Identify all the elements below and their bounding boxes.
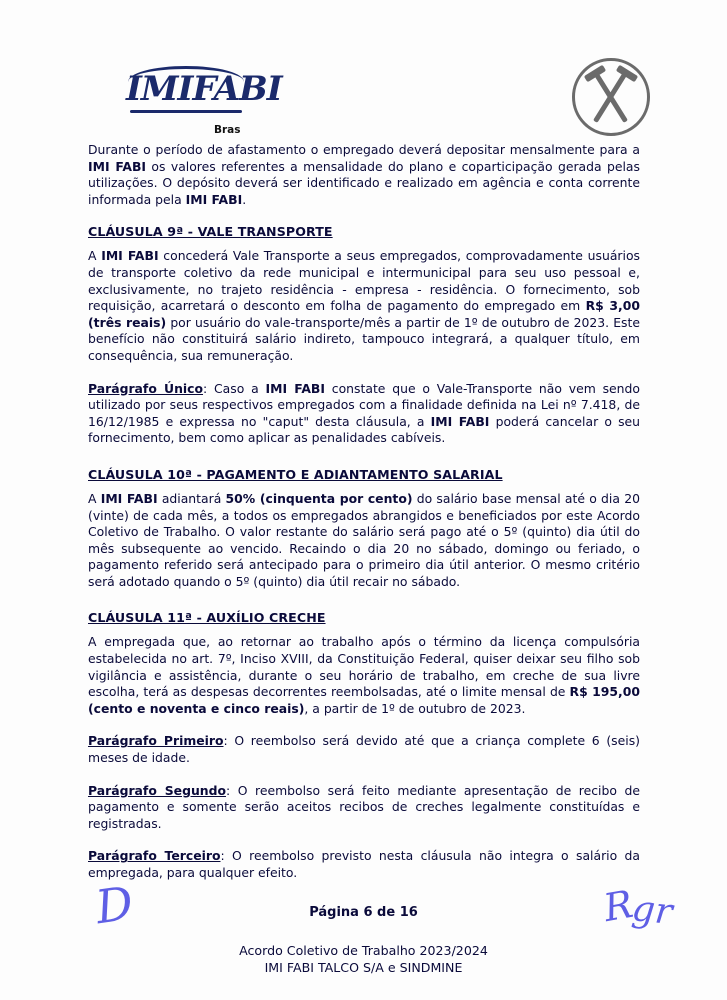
c11-p4-text: : O reembolso previsto nesta cláusula não integra o salário da empregada, para qualquer efeito. [88, 848, 640, 880]
c9-p2-text-2: constate que o Vale-Transporte não vem sendo utilizado por seus respectivos empregados com a finalidade definida na Lei nº 7.418, de 16/12/1985 e expressa no "caput" desta cláusula, a [88, 380, 640, 429]
c11-p3-label: Parágrafo Segundo [88, 782, 226, 798]
c11-p3-text: : O reembolso será feito mediante apresentação de recibo de pagamento e somente serão aceitos recibos de creches legalmente constituídas e registradas. [88, 782, 640, 831]
clause-11-heading: CLÁUSULA 11ª - AUXÍLIO CRECHE [88, 610, 326, 626]
clause-11-paragrafo-segundo [88, 783, 640, 833]
intro-text-2: os valores referentes a mensalidade do plano e coparticipação gerada pelas utilizações. O depósito deverá ser identificado e realizado em agência e conta corrente informada pela [88, 158, 640, 207]
c10-p1-bold-2: 50% (cinquenta por cento) [225, 490, 413, 506]
clause-11-paragraph-1 [88, 634, 640, 717]
signature-right-second: gr [629, 888, 675, 933]
signature-right-first: R [600, 881, 637, 931]
c11-p1-text-2: , a partir de 1º de outubro de 2023. [304, 700, 526, 716]
clause-9-heading: CLÁUSULA 9ª - VALE TRANSPORTE [88, 224, 333, 240]
imi-fabi-logo [126, 69, 282, 136]
c9-p2-bold-2: IMI FABI [430, 413, 490, 429]
c9-p1-bold-1: IMI FABI [101, 248, 159, 264]
footer [0, 942, 727, 976]
document-body [88, 142, 640, 893]
c9-p1-bold-2: R$ 3,00 (três reais) [88, 298, 640, 330]
c10-p1-bold-1: IMI FABI [100, 490, 158, 506]
c11-p1-bold-1: R$ 195,00 (cento e noventa e cinco reais) [88, 684, 640, 716]
c9-p2-text-1: : Caso a [203, 380, 266, 396]
clause-10-heading: CLÁUSULA 10ª - PAGAMENTO E ADIANTAMENTO SALARIAL [88, 466, 503, 482]
c10-p1-text-2: adiantará [157, 490, 226, 506]
clause-11-paragrafo-terceiro [88, 848, 640, 881]
c11-p1-text-1: A empregada que, ao retornar ao trabalho após o término da licença compulsória estabelecida no art. 7º, Inciso XVIII, da Constituição Federal, quiser deixar seu filho sob vigilância e assistência, durante o seu horário de trabalho, em creche de sua livre escolha, terá as despesas decorrentes reembolsadas, até o limite mensal de [88, 634, 640, 700]
hammer-and-pick-icon [572, 58, 650, 136]
c9-p1-text-2: concederá Vale Transporte a seus empregados, comprovadamente usuários de transporte coletivo da rede municipal e intermunicipal para seu uso pessoal e, exclusivamente, no trajeto residência - empresa - residência. O fornecimento, sob requisição, acarretará o desconto em folha de pagamento do empregado em [88, 248, 640, 314]
c11-p2-label: Parágrafo Primeiro [88, 733, 224, 749]
clause-10-paragraph-1 [88, 491, 640, 591]
signature-left: D [92, 875, 137, 935]
logo-underline [130, 110, 242, 113]
c9-p2-text-3: poderá cancelar o seu fornecimento, bem como aplicar as penalidades cabíveis. [88, 413, 641, 446]
logo-wordmark: IMIFABI [126, 69, 282, 109]
c11-p2-text: : O reembolso será devido até que a criança complete 6 (seis) meses de idade. [88, 733, 640, 766]
clause-9-paragrafo-unico [88, 381, 640, 447]
c9-p2-bold-1: IMI FABI [265, 380, 325, 396]
footer-line-1: Acordo Coletivo de Trabalho 2023/2024 [239, 943, 488, 958]
logo-subtext: Bras [214, 124, 241, 136]
intro-bold-1: IMI FABI [88, 158, 147, 174]
footer-line-2: IMI FABI TALCO S/A e SINDMINE [264, 960, 463, 975]
c10-p1-text-3: do salário base mensal até o dia 20 (vinte) de cada mês, a todos os empregados abrangidos e beneficiados por este Acordo Coletivo de Trabalho. O valor restante do salário será pago até o 5º (quinto) dia útil do mês subsequente ao vencido. Recaindo o dia 20 no sábado, domingo ou feriado, o pagamento referido será antecipado para o primeiro dia útil anterior. O mesmo critério será adotado quando o 5º (quinto) dia útil recair no sábado. [88, 490, 640, 589]
c9-p2-label: Parágrafo Único [88, 380, 204, 396]
intro-text-1: Durante o período de afastamento o empregado deverá depositar mensalmente para a [88, 142, 640, 157]
c9-p1-text-3: por usuário do vale-transporte/mês a partir de 1º de outubro de 2023. Este benefício não constituirá salário indireto, tampouco integrará, a qualquer título, em consequência, sua remuneração. [88, 314, 640, 363]
c9-p1-text-1: A [88, 248, 102, 264]
intro-bold-2: IMI FABI [185, 191, 243, 207]
c10-p1-text-1: A [88, 490, 101, 506]
clause-9-paragraph-1 [88, 248, 640, 364]
intro-paragraph [88, 142, 640, 208]
intro-text-3: . [242, 191, 247, 207]
c11-p4-label: Parágrafo Terceiro [88, 848, 221, 864]
page-number: Página 6 de 16 [309, 905, 418, 920]
clause-11-paragrafo-primeiro [88, 733, 640, 766]
